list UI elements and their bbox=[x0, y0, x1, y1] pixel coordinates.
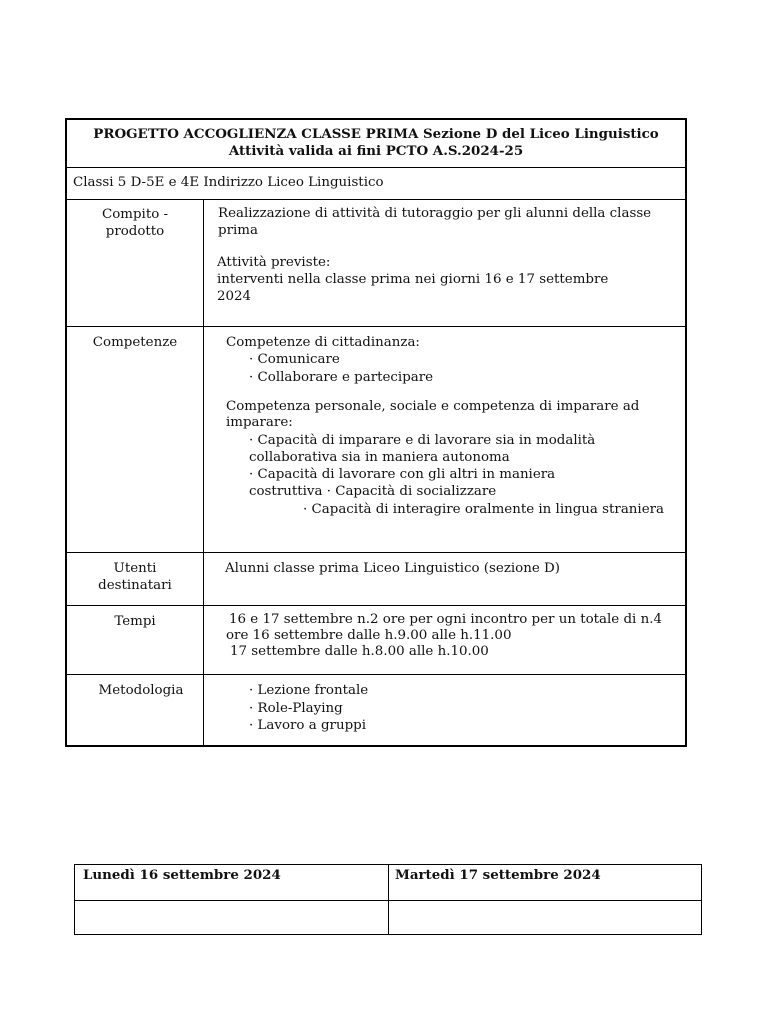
metodologia-item: · Lavoro a gruppi bbox=[249, 718, 366, 733]
metodologia-item: · Role-Playing bbox=[249, 701, 343, 716]
compito-text: Realizzazione di attività di tutoraggio per gli alunni della classe bbox=[218, 206, 652, 221]
tempi-line: 17 settembre dalle h.8.00 alle h.10.00 bbox=[230, 644, 489, 659]
project-title: PROGETTO ACCOGLIENZA CLASSE PRIMA Sezione D del Liceo Linguistico bbox=[93, 126, 659, 142]
utenti-label-2: destinatari bbox=[98, 578, 172, 593]
project-subtitle: Attività valida ai fini PCTO A.S.2024-25 bbox=[228, 143, 524, 159]
metodologia-item: · Lezione frontale bbox=[249, 683, 369, 698]
classes-text: Classi 5 D-5E e 4E Indirizzo Liceo Linguistico bbox=[73, 175, 384, 190]
tempi-row bbox=[67, 606, 685, 675]
personale-line: costruttiva · Capacità di socializzare bbox=[249, 484, 497, 499]
classes-row bbox=[67, 168, 685, 200]
schedule-cell-tuesday[interactable] bbox=[389, 901, 701, 934]
metodologia-row bbox=[67, 675, 685, 747]
tempi-line: ore 16 settembre dalle h.9.00 alle h.11.00 bbox=[226, 628, 512, 643]
personale-title-2: imparare: bbox=[226, 415, 293, 430]
cittadinanza-title: Competenze di cittadinanza: bbox=[226, 335, 420, 350]
competenze-label: Competenze bbox=[92, 335, 178, 350]
schedule-day-tuesday: Martedì 17 settembre 2024 bbox=[395, 867, 601, 883]
personale-line: collaborativa sia in maniera autonoma bbox=[249, 450, 510, 465]
utenti-row bbox=[67, 553, 685, 606]
personale-line: · Capacità di interagire oralmente in lingua straniera bbox=[303, 502, 665, 517]
header-row bbox=[67, 120, 685, 168]
utenti-text: Alunni classe prima Liceo Linguistico (sezione D) bbox=[225, 561, 560, 576]
metodologia-label: Metodologia bbox=[98, 683, 184, 698]
cittadinanza-item: · Collaborare e partecipare bbox=[249, 370, 434, 385]
personale-line: · Capacità di imparare e di lavorare sia in modalità bbox=[249, 433, 596, 448]
compito-row bbox=[67, 200, 685, 327]
utenti-label: Utenti bbox=[113, 561, 157, 576]
tempi-line: 16 e 17 settembre n.2 ore per ogni incontro per un totale di n.4 bbox=[229, 612, 662, 627]
cittadinanza-item: · Comunicare bbox=[249, 352, 340, 367]
attivita-text: interventi nella classe prima nei giorni 16 e 17 settembre bbox=[217, 272, 609, 287]
compito-text-2: prima bbox=[218, 223, 258, 238]
schedule-day-monday: Lunedì 16 settembre 2024 bbox=[83, 867, 281, 883]
compito-label-2: prodotto bbox=[105, 224, 165, 239]
project-table bbox=[65, 118, 687, 747]
schedule-cell-monday[interactable] bbox=[75, 901, 388, 934]
tempi-label: Tempi bbox=[114, 614, 156, 629]
personale-line: · Capacità di lavorare con gli altri in maniera bbox=[249, 467, 556, 482]
competenze-row bbox=[67, 327, 685, 553]
attivita-text-2: 2024 bbox=[217, 289, 252, 304]
attivita-title: Attività previste: bbox=[217, 255, 331, 270]
schedule-table bbox=[74, 864, 702, 935]
personale-title: Competenza personale, sociale e competenza di imparare ad bbox=[226, 399, 640, 414]
compito-label: Compito - bbox=[101, 207, 169, 222]
